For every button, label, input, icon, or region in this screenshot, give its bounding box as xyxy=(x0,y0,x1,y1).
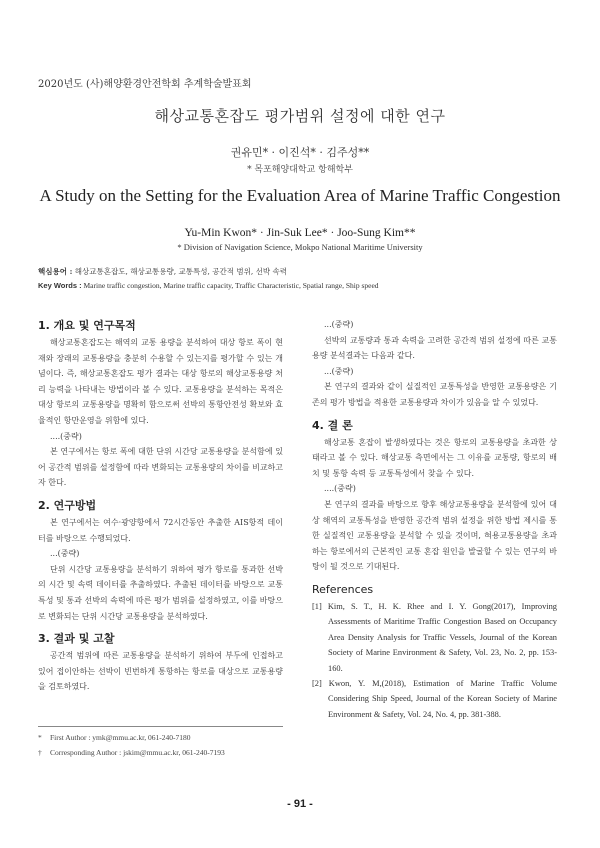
keywords-english-label: Key Words : xyxy=(38,281,82,290)
section-2-omission: ...(중략) xyxy=(50,549,80,559)
section-3-paragraph-3: 본 연구의 결과와 같이 실질적인 교통특성을 반영한 교통용량은 기존의 평가 방법을 적용한 교통용량과 차이가 있음을 알 수 있었다. xyxy=(312,382,557,407)
keywords-english-text: Marine traffic congestion, Marine traffic capacity, Traffic Characteristic, Spatial range, Ship speed xyxy=(81,281,379,290)
section-4-heading: 4. 결 론 xyxy=(312,418,353,432)
references-heading: References xyxy=(312,582,374,596)
conference-header: 2020년도 (사)해양환경안전학회 추계학술발표회 xyxy=(38,79,252,90)
title-english: A Study on the Setting for the Evaluation Area of Marine Traffic Congestion xyxy=(39,186,561,205)
footnote-corresponding-text: Corresponding Author : jskim@mmu.ac.kr, 061-240-7193 xyxy=(50,748,225,757)
reference-1: [1] Kim, S. T., H. K. Rhee and I. Y. Gong(2017), Improving Assessments of Maritime Traffic Congestion Based on Occupancy Area Density Analysis for Traffic Vessels, Journal of the Korean Society of Marine Environment & Safety, Vol. 23, No. 2, pp. 153-160. xyxy=(312,601,557,673)
section-3-heading: 3. 결과 및 고찰 xyxy=(38,632,115,646)
section-1-heading: 1. 개요 및 연구목적 xyxy=(38,319,136,332)
section-1-paragraph-1: 해상교통혼잡도는 해역의 교통 용량을 분석하여 대상 항로 폭이 현재와 장래의 교통용량을 충분히 수용할 수 있는지를 평가할 수 있는 개념이다. 즉, 해상교통혼잡도 평가 결과는 대상 항로의 해상교통용량 처리 능력을 나타내는 방법이라 볼 수 있다. 교통용량을 분석하는 목적은 대상 항로의 교통용량을 명확히 함으로써 선박의 통항안전성 확보와 효율적인 항만운영을 위함에 있다. xyxy=(38,338,283,425)
right-column xyxy=(312,317,557,722)
section-3-omission-2: ...(중략) xyxy=(324,366,354,376)
footnote-first-author xyxy=(38,733,298,742)
left-column xyxy=(38,317,283,695)
footnote-corresponding-marker: † xyxy=(38,748,42,757)
affiliation-english: * Division of Navigation Science, Mokpo National Maritime University xyxy=(177,242,423,252)
footnote-first-marker: * xyxy=(38,733,42,742)
title-korean: 해상교통혼잡도 평가범위 설정에 대한 연구 xyxy=(154,107,446,125)
section-3-paragraph-2: 선박의 교통량과 통과 속력을 고려한 공간적 범위 설정에 따른 교통용량 분석결과는 다음과 같다. xyxy=(312,335,557,361)
footnote-first-text: First Author : ymk@mmu.ac.kr, 061-240-7180 xyxy=(50,733,191,742)
footnote-divider xyxy=(38,726,283,727)
section-3-paragraph-1: 공간적 범위에 따른 교통용량을 분석하기 위하여 부두에 인접하고 있어 접이안하는 선박이 빈번하게 통항하는 항로를 대상으로 교통용량을 검토하였다. xyxy=(38,651,283,692)
page-number: - 91 - xyxy=(287,798,313,810)
section-2-paragraph-1: 본 연구에서는 여수·광양항에서 72시간동안 추출한 AIS항적 데이터를 바탕으로 수행되었다. xyxy=(38,517,283,543)
keywords-korean-text: 해상교통혼잡도, 해상교통용량, 교통특성, 공간적 범위, 선박 속력 xyxy=(72,267,287,276)
section-3-omission-1: ...(중략) xyxy=(324,320,354,329)
authors-korean: 권유민* · 이진석* · 김주성** xyxy=(230,146,370,159)
section-4-omission: ....(중략) xyxy=(324,484,356,494)
authors-english: Yu-Min Kwon* · Jin-Suk Lee* · Joo-Sung Kim** xyxy=(184,227,416,239)
section-1-omission: ....(중략) xyxy=(50,431,82,441)
footnote-corresponding-author xyxy=(38,748,298,757)
section-2-heading: 2. 연구방법 xyxy=(38,498,97,512)
reference-2: [2] Kwon, Y. M,(2018), Estimation of Marine Traffic Volume Considering Ship Speed, Journal of the Korean Society of Marine Environment & Safety, Vol. 24, No. 4, pp. 381-388. xyxy=(312,678,557,719)
keywords-korean-label: 핵심용어 : xyxy=(38,267,73,276)
section-2-paragraph-2: 단위 시간당 교통용량을 분석하기 위하여 평가 항로를 통과한 선박의 시간 및 속력 데이터를 추출하였다. 추출된 데이터를 바탕으로 교통특성 및 통과 선박의 속력에 따른 평가 범위를 설정하였고, 이를 바탕으로 변화되는 단위 시간당 교통용량을 분석하였다. xyxy=(38,564,283,621)
keywords-korean xyxy=(38,266,568,277)
affiliation-korean: * 목포해양대학교 항해학부 xyxy=(247,165,353,175)
keywords-english xyxy=(38,281,568,290)
section-4-paragraph-1: 해상교통 혼잡이 발생하였다는 것은 항로의 교통용량을 초과한 상태라고 볼 수 있다. 해상교통 측면에서는 그 이유를 교통량, 항로의 배치 및 통항 속력 등 교통특성에서 찾을 수 있다. xyxy=(312,437,557,478)
section-1-paragraph-2: 본 연구에서는 항로 폭에 대한 단위 시간당 교통용량을 분석함에 있어 공간적 범위를 설정함에 따라 변화되는 교통용량의 차이를 비교하고자 한다. xyxy=(38,447,283,488)
section-4-paragraph-2: 본 연구의 결과를 바탕으로 향후 해상교통용량을 분석함에 있어 대상 해역의 교통특성을 반영한 공간적 범위 설정을 위한 방법 제시를 통한 실질적인 교통용량을 분석할 수 있을 것이며, 혀용교통용량을 초과하는 항로에서의 근본적인 교통 혼잡 원인을 발굴할 수 있는 연구의 바탕이 될 것으로 기대된다. xyxy=(312,499,557,572)
